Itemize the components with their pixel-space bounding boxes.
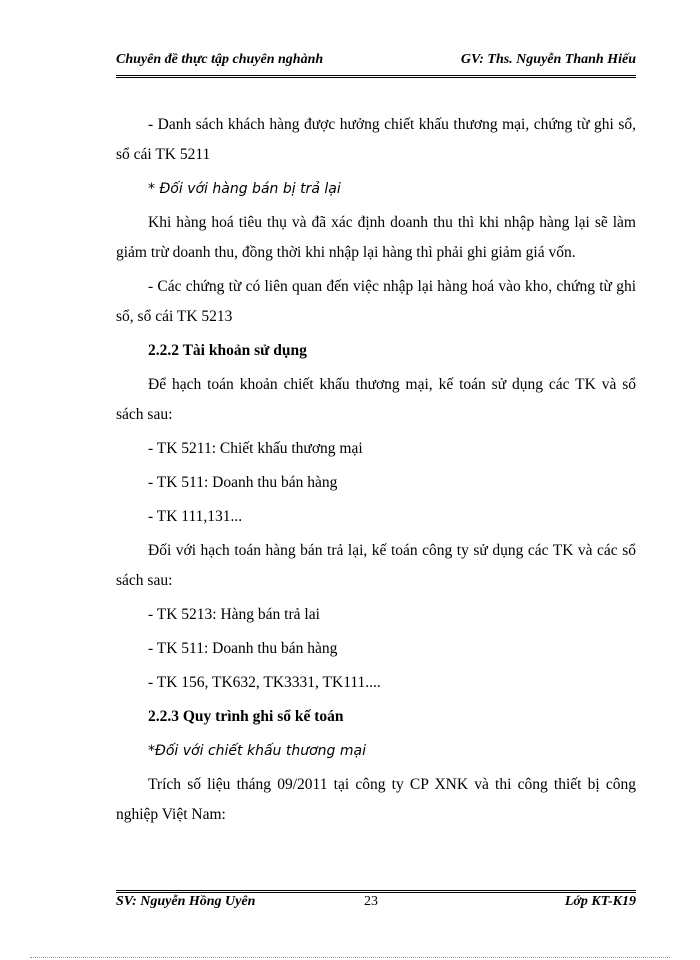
footer-rule: [116, 890, 636, 893]
section-heading: 2.2.2 Tài khoản sử dụng: [148, 342, 307, 359]
paragraph: Trích số liệu tháng 09/2011 tại công ty CP XNK và thi công thiết bị công nghiệp Việt Nam:: [116, 776, 636, 823]
italic-subheading: * Đối với hàng bán bị trả lại: [148, 181, 341, 197]
list-item: - TK 511: Doanh thu bán hàng: [148, 474, 338, 491]
paragraph: Để hạch toán khoản chiết khấu thương mại, kế toán sử dụng các TK và sổ sách sau:: [116, 376, 636, 423]
paragraph: Đối với hạch toán hàng bán trả lại, kế toán công ty sử dụng các TK và các sổ sách sau:: [116, 542, 636, 589]
page-edge-divider: [30, 957, 670, 958]
header-instructor: GV: Ths. Nguyễn Thanh Hiếu: [460, 52, 636, 67]
page-number: 23: [364, 894, 378, 909]
paragraph: - Các chứng từ có liên quan đến việc nhập lại hàng hoá vào kho, chứng từ ghi sổ, sổ cái TK 5213: [116, 278, 636, 325]
list-item: - TK 156, TK632, TK3331, TK111....: [148, 674, 381, 691]
paragraph: - Danh sách khách hàng được hưởng chiết khấu thương mại, chứng từ ghi sổ, sổ cái TK 5211: [116, 116, 636, 163]
footer-class: Lớp KT-K19: [564, 894, 636, 909]
header-rule: [116, 75, 636, 78]
page-content: [116, 110, 636, 834]
list-item: - TK 111,131...: [148, 508, 243, 525]
list-item: - TK 5211: Chiết khấu thương mại: [148, 440, 363, 457]
page-footer: [116, 894, 636, 916]
header-course-title: Chuyên đề thực tập chuyên nghành: [116, 52, 324, 67]
italic-subheading: *Đối với chiết khấu thương mại: [148, 743, 366, 759]
page-header: [116, 52, 636, 74]
footer-student: SV: Nguyễn Hồng Uyên: [116, 894, 256, 909]
section-heading: 2.2.3 Quy trình ghi sổ kế toán: [148, 708, 344, 725]
list-item: - TK 5213: Hàng bán trả lai: [148, 606, 320, 623]
list-item: - TK 511: Doanh thu bán hàng: [148, 640, 338, 657]
paragraph: Khi hàng hoá tiêu thụ và đã xác định doanh thu thì khi nhập hàng lại sẽ làm giảm trừ doanh thu, đồng thời khi nhập lại hàng thì phải ghi giảm giá vốn.: [116, 214, 636, 261]
